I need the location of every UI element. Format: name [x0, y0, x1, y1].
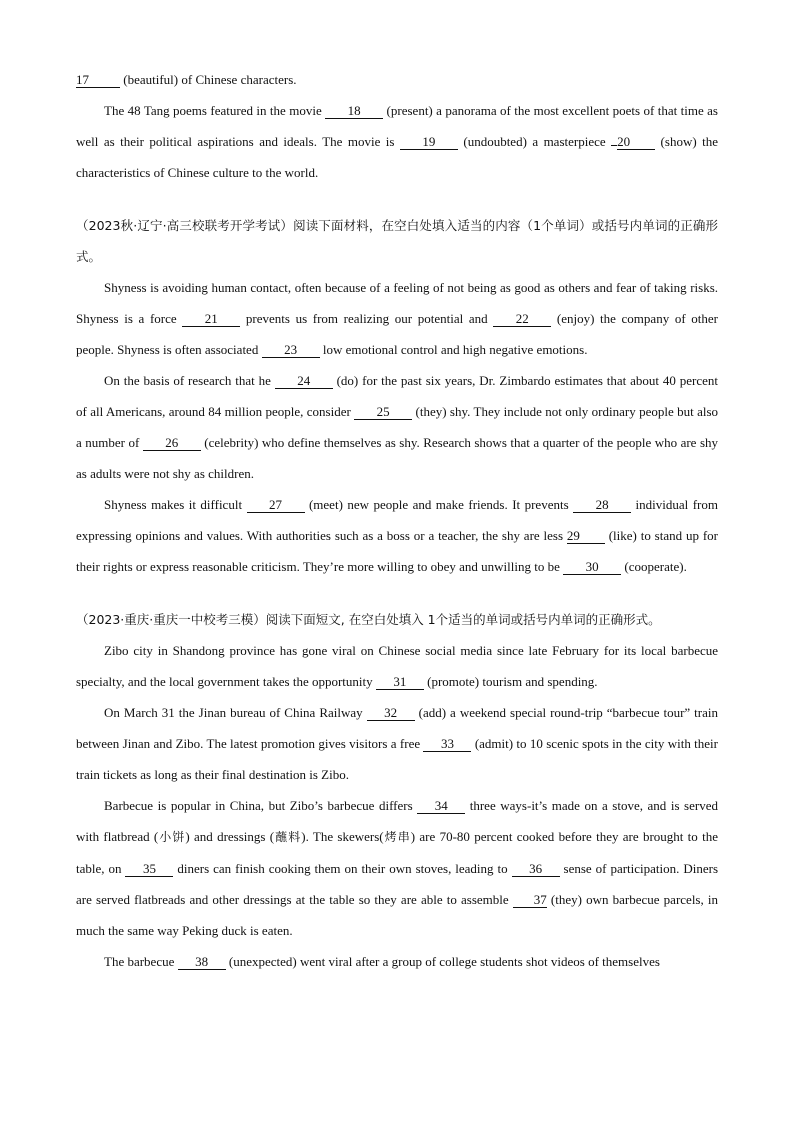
text: (do) for the past six years, Dr. Zimbardo estimates that about 40 percent of all Americans, around 84 million people, consider	[76, 373, 718, 419]
text: (beautiful) of Chinese characters.	[120, 72, 297, 87]
blank-28: 28	[573, 498, 631, 513]
section-header: （2023·重庆·重庆一中校考三模）阅读下面短文, 在空白处填入 1个适当的单词或括号内单词的正确形式。	[76, 612, 661, 627]
paragraph	[76, 635, 718, 697]
text: Shyness is avoiding human contact, often because of a feeling of not being as good as others and fear of taking risks. Shyness is a force	[76, 280, 718, 326]
blank-21: 21	[182, 312, 240, 327]
paragraph	[76, 95, 718, 188]
blank-19: 19	[400, 135, 458, 150]
paragraph	[76, 697, 718, 790]
blank-36: 36	[512, 862, 560, 877]
paragraph	[76, 790, 718, 946]
section-header: （2023秋·辽宁·高三校联考开学考试）阅读下面材料，在空白处填入适当的内容（1个单词）或括号内单词的正确形式。	[76, 218, 718, 264]
blank-34: 34	[417, 799, 465, 814]
text: ). The skewers(	[301, 829, 384, 844]
text: (show) the characteristics of Chinese culture to the world.	[76, 134, 718, 180]
paragraph	[76, 64, 718, 95]
text: (they) shy. They include not only ordinary people but also a number of	[76, 404, 719, 450]
text: The barbecue	[104, 954, 178, 969]
text: (celebrity) who define themselves as shy. Research shows that a quarter of the people who are shy as adults were not shy as children.	[76, 435, 719, 481]
text: (unexpected) went viral after a group of college students shot videos of themselves	[225, 954, 660, 969]
text: ) and dressings (	[185, 829, 275, 844]
blank-23: 23	[262, 343, 320, 358]
text: The 48 Tang poems featured in the movie	[104, 103, 326, 118]
spacer	[76, 582, 718, 604]
chinese-gloss: 小饼	[158, 830, 186, 844]
blank-33: 33	[423, 737, 471, 752]
document-page	[76, 64, 718, 977]
blank-37: 37	[513, 893, 547, 908]
blank-26: 26	[143, 436, 201, 451]
text: Barbecue is popular in China, but Zibo’s barbecue differs	[104, 798, 418, 813]
blank-24: 24	[275, 374, 333, 389]
text: low emotional control and high negative emotions.	[319, 342, 588, 357]
paragraph	[76, 272, 718, 365]
blank-22: 22	[493, 312, 551, 327]
text: (meet) new people and make friends. It prevents	[304, 497, 574, 512]
text: individual from expressing opinions and values. With authorities such as a boss or a teacher, the shy are less	[76, 497, 718, 543]
blank-18: 18	[325, 104, 383, 119]
text: (present) a panorama of the most excellent poets of that time as well as their political aspirations and ideals. The movie is	[76, 103, 718, 149]
text: (admit) to 10 scenic spots in the city with their train tickets as long as their final destination is Zibo.	[76, 736, 718, 782]
blank-35: 35	[125, 862, 173, 877]
text: prevents us from realizing our potential and	[240, 311, 494, 326]
text: (promote) tourism and spending.	[423, 674, 598, 689]
text: On the basis of research that he	[104, 373, 275, 388]
text: ) are 70-80 percent cooked before they are brought to the table, on	[76, 829, 718, 876]
text: (add) a weekend special round-trip “barbecue tour” train between Jinan and Zibo. The latest promotion gives visitors a free	[76, 705, 718, 751]
text: (cooperate).	[621, 559, 687, 574]
paragraph	[76, 489, 718, 582]
blank-17: 17	[76, 73, 120, 88]
text: Zibo city in Shandong province has gone viral on Chinese social media since late February for its local barbecue specialty, and the local government takes the opportunity	[76, 643, 718, 689]
blank-29: 29	[567, 529, 605, 544]
text: sense of participation. Diners are served flatbreads and other dressings at the table so they are able to assemble	[76, 861, 719, 907]
chinese-gloss: 烤串	[383, 830, 411, 844]
blank-25: 25	[354, 405, 412, 420]
paragraph	[76, 365, 718, 489]
blank-38: 38	[178, 955, 226, 970]
paragraph	[76, 946, 718, 977]
blank-30: 30	[563, 560, 621, 575]
text: diners can finish cooking them on their own stoves, leading to	[173, 861, 512, 876]
text: (enjoy) the company of other people. Shyness is often associated	[76, 311, 718, 357]
chinese-gloss: 蘸料	[274, 830, 302, 844]
spacer	[76, 188, 718, 210]
text: On March 31 the Jinan bureau of China Railway	[104, 705, 367, 720]
blank-27: 27	[247, 498, 305, 513]
text: three ways-it’s made on a stove, and is served with flatbread (	[76, 798, 718, 844]
text: (like) to stand up for their rights or express reasonable criticism. They’re more willing to obey and unwilling to be	[76, 528, 718, 574]
blank-32: 32	[367, 706, 415, 721]
blank-31: 31	[376, 675, 424, 690]
text: (undoubted) a masterpiece	[457, 134, 612, 149]
blank-20: 20	[617, 135, 655, 150]
text: (they) own barbecue parcels, in much the same way Peking duck is eaten.	[76, 892, 718, 938]
text: Shyness makes it difficult	[104, 497, 247, 512]
